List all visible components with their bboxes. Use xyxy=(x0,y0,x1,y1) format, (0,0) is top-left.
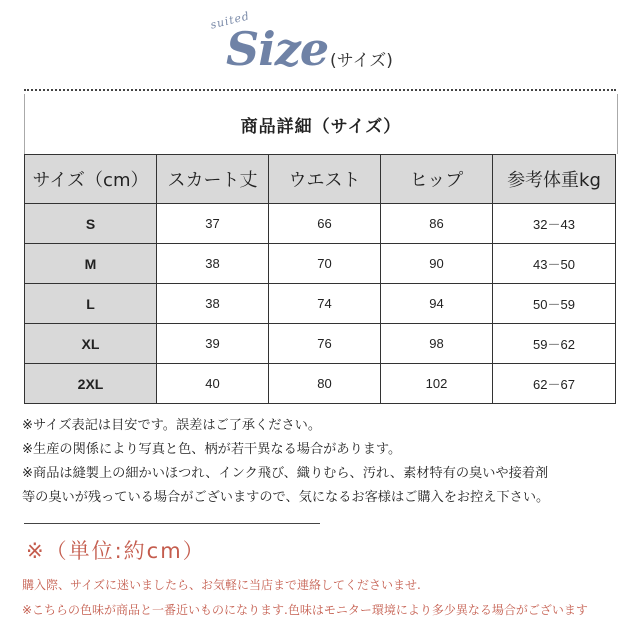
table-row xyxy=(25,284,616,324)
column-header-weight: 参考体重kg xyxy=(493,155,616,204)
table-cell: 50－59 xyxy=(493,284,616,324)
size-cell: M xyxy=(25,244,157,284)
table-cell: 98 xyxy=(381,324,493,364)
table-cell: 66 xyxy=(269,204,381,244)
table-row xyxy=(25,324,616,364)
header-title: Size xyxy=(226,22,329,76)
column-header-hip: ヒップ xyxy=(381,155,493,204)
table-row xyxy=(25,364,616,404)
size-header xyxy=(0,0,640,90)
table-cell: 90 xyxy=(381,244,493,284)
size-cell: XL xyxy=(25,324,157,364)
table-row xyxy=(25,204,616,244)
table-cell: 43－50 xyxy=(493,244,616,284)
notes-block xyxy=(22,414,622,510)
note-line: 等の臭いが残っている場合がございますので、気になるお客様はご購入をお控え下さい。 xyxy=(22,490,550,505)
table-cell: 62－67 xyxy=(493,364,616,404)
column-header-size: サイズ（cm） xyxy=(25,155,157,204)
table-cell: 40 xyxy=(157,364,269,404)
note-line: ※生産の関係により写真と色、柄が若干異なる場合があります。 xyxy=(22,442,402,457)
unit-note: ※（単位:約cm） xyxy=(26,539,206,563)
dotted-divider xyxy=(24,89,616,91)
table-title-box xyxy=(24,94,618,154)
note-line: ※サイズ表記は目安です。誤差はご了承ください。 xyxy=(22,418,322,433)
header-subtitle: (サイズ) xyxy=(330,51,393,71)
table-cell: 86 xyxy=(381,204,493,244)
table-cell: 38 xyxy=(157,284,269,324)
table-header-row xyxy=(25,155,616,204)
table-cell: 32－43 xyxy=(493,204,616,244)
notes-divider xyxy=(24,523,320,524)
table-title: 商品詳細（サイズ） xyxy=(240,116,402,137)
column-header-waist: ウエスト xyxy=(269,155,381,204)
table-cell: 38 xyxy=(157,244,269,284)
header-script-word: suited xyxy=(209,9,252,32)
table-cell: 76 xyxy=(269,324,381,364)
table-cell: 74 xyxy=(269,284,381,324)
color-note: ※こちらの色味が商品と一番近いものになります.色味はモニター環境により多少異なる場合がございます xyxy=(22,603,588,617)
contact-note: 購入際、サイズに迷いましたら、お気軽に当店まで連絡してくださいませ. xyxy=(22,578,421,592)
table-cell: 94 xyxy=(381,284,493,324)
column-header-skirt-length: スカート丈 xyxy=(157,155,269,204)
table-cell: 39 xyxy=(157,324,269,364)
note-line: ※商品は縫製上の細かいほつれ、インク飛び、織りむら、汚れ、素材特有の臭いや接着剤 xyxy=(22,466,549,481)
size-table xyxy=(24,154,616,404)
table-cell: 80 xyxy=(269,364,381,404)
size-cell: L xyxy=(25,284,157,324)
table-cell: 102 xyxy=(381,364,493,404)
table-cell: 37 xyxy=(157,204,269,244)
size-cell: 2XL xyxy=(25,364,157,404)
table-cell: 70 xyxy=(269,244,381,284)
table-row xyxy=(25,244,616,284)
size-cell: S xyxy=(25,204,157,244)
table-cell: 59－62 xyxy=(493,324,616,364)
